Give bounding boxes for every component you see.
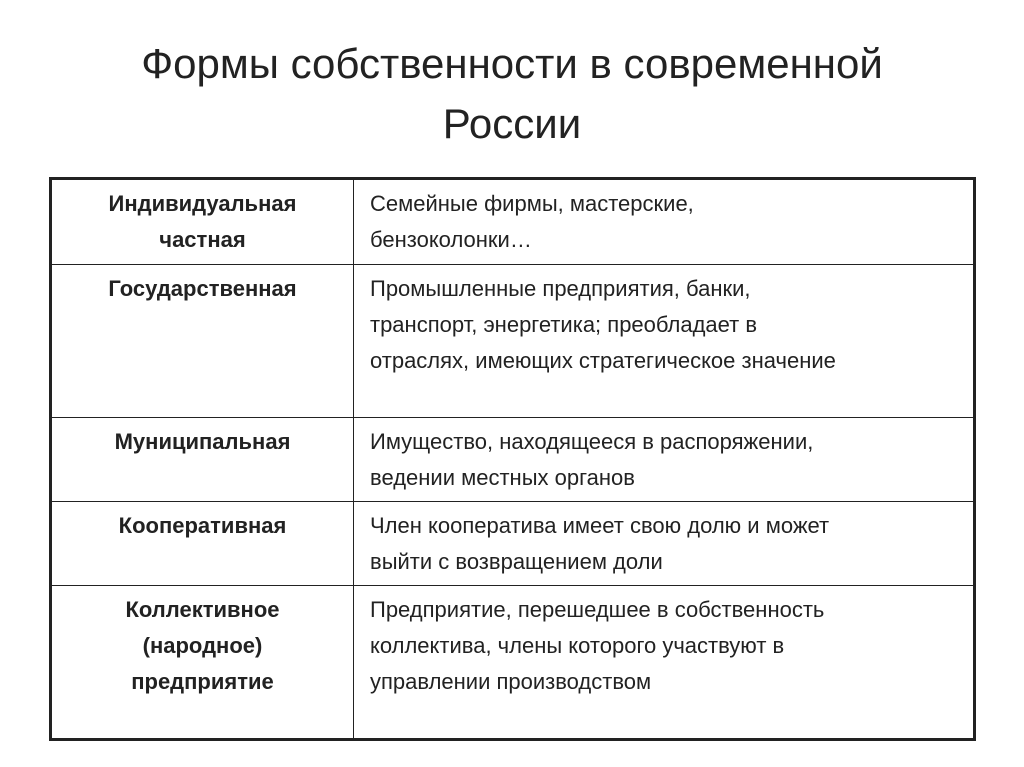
ownership-type-cell [51,418,354,502]
table-row [51,502,975,586]
ownership-description-cell [354,586,975,740]
ownership-description-text: ведении местных органов [370,465,635,490]
ownership-type-cell [51,502,354,586]
ownership-type-text: Индивидуальная [108,191,297,216]
ownership-description-text: бензоколонки… [370,227,532,252]
ownership-type-text: Государственная [108,276,297,301]
ownership-type-text: Коллективное [125,597,280,622]
ownership-type-text: частная [159,227,246,252]
ownership-type-text: (народное) [142,633,263,658]
ownership-description-cell [354,418,975,502]
ownership-description-text: Член кооператива имеет свою долю и может [370,513,830,538]
ownership-description-text: коллектива, члены которого участвуют в [370,633,785,658]
ownership-description-text: Семейные фирмы, мастерские, [370,191,694,216]
ownership-description-text: Предприятие, перешедшее в собственность [370,597,825,622]
ownership-forms-table [49,177,976,741]
ownership-description-text: выйти с возвращением доли [370,549,663,574]
ownership-description-text: Промышленные предприятия, банки, [370,276,751,301]
ownership-type-cell [51,179,354,265]
table-row [51,586,975,740]
ownership-type-cell [51,586,354,740]
slide-title-line-1: Формы собственности в современной [141,40,883,87]
ownership-description-cell [354,179,975,265]
slide-title-line-2: России [442,100,582,147]
ownership-type-text: предприятие [131,669,274,694]
slide-title [40,34,984,154]
ownership-description-cell [354,265,975,418]
ownership-description-text: отраслях, имеющих стратегическое значение [370,348,836,373]
ownership-type-cell [51,265,354,418]
ownership-description-text: управлении производством [370,669,652,694]
ownership-description-cell [354,502,975,586]
ownership-type-text: Кооперативная [118,513,287,538]
ownership-description-text: транспорт, энергетика; преобладает в [370,312,758,337]
ownership-description-text: Имущество, находящееся в распоряжении, [370,429,814,454]
ownership-type-text: Муниципальная [114,429,291,454]
table-row [51,179,975,265]
table-row [51,265,975,418]
table-row [51,418,975,502]
